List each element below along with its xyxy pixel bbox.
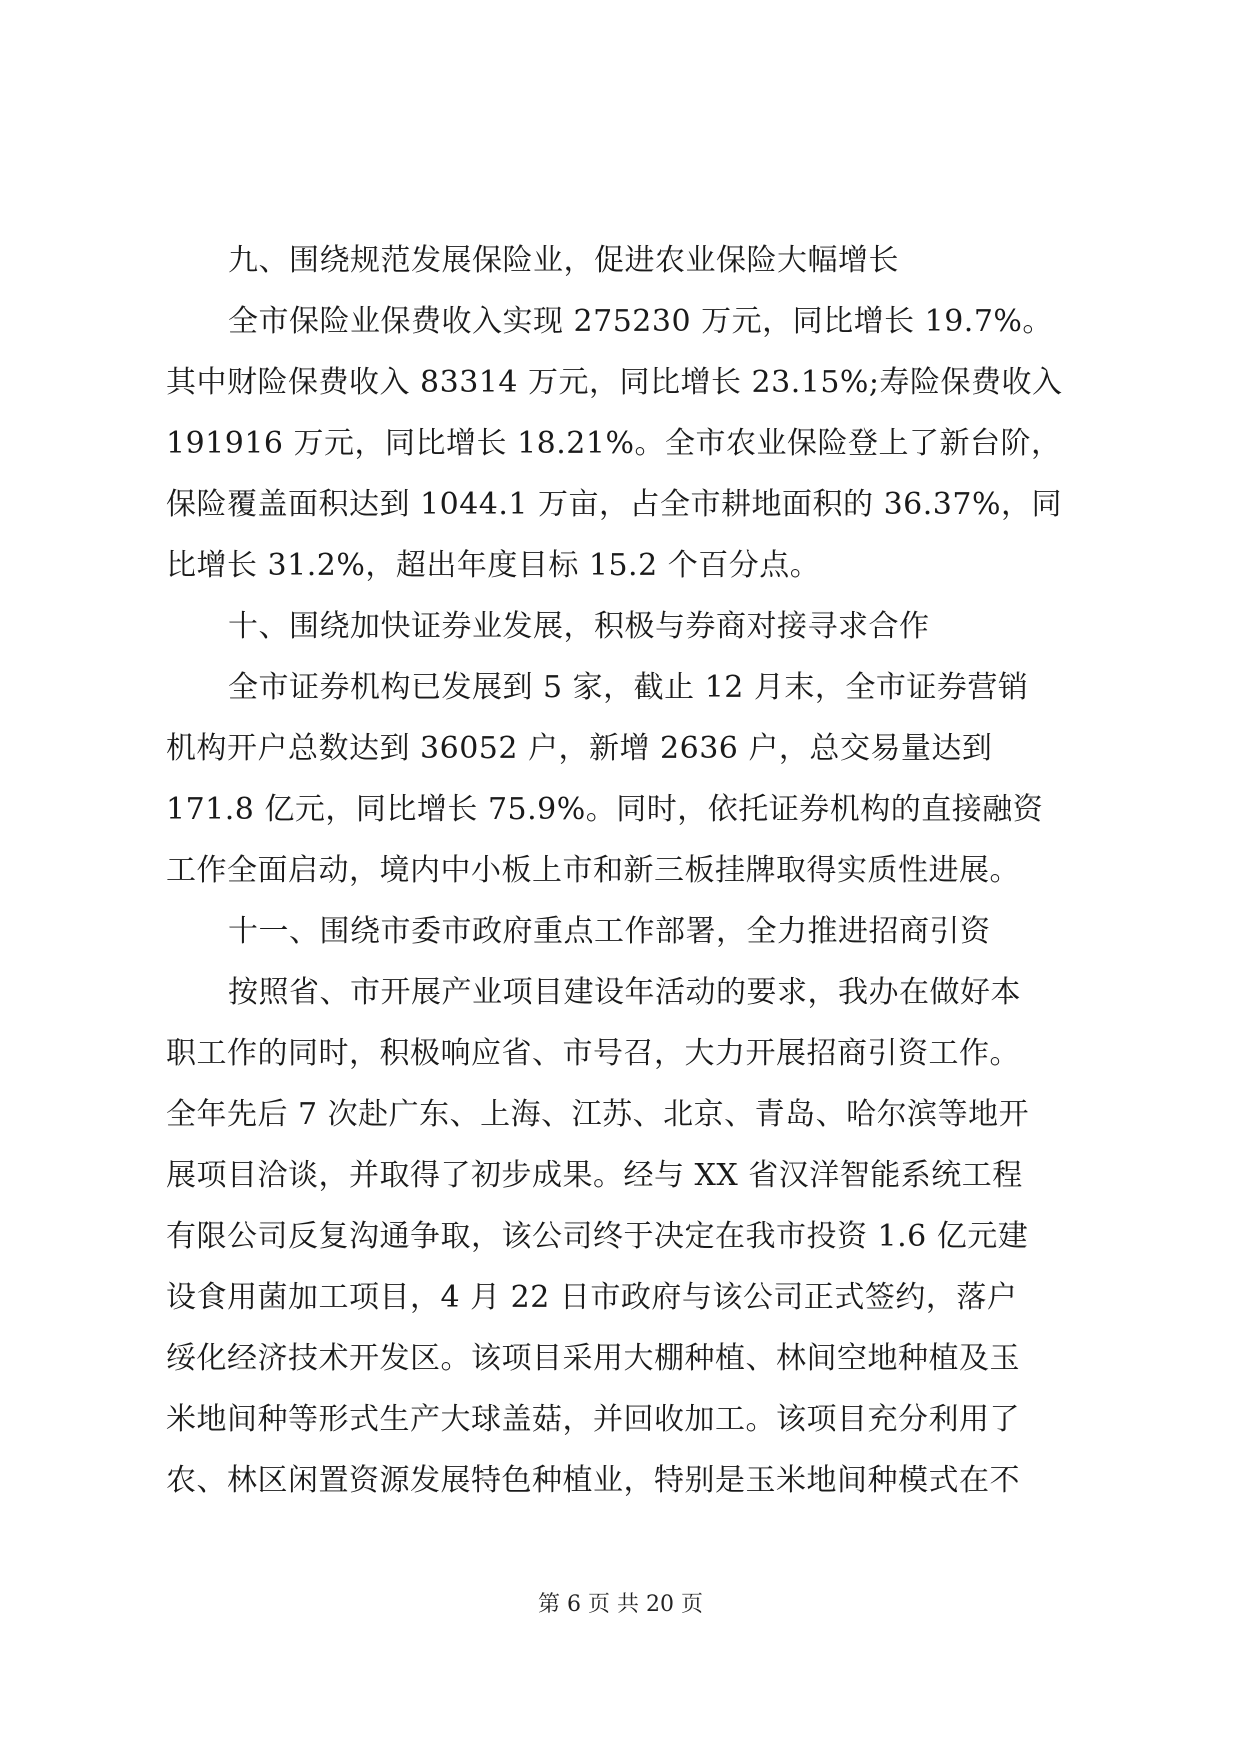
paragraph-line: 有限公司反复沟通争取，该公司终于决定在我市投资 1.6 亿元建 xyxy=(166,1219,1029,1254)
paragraph-line: 设食用菌加工项目，4 月 22 日市政府与该公司正式签约，落户 xyxy=(166,1280,1018,1315)
section-heading-investment: 十一、围绕市委市政府重点工作部署，全力推进招商引资 xyxy=(228,914,991,949)
paragraph-line: 机构开户总数达到 36052 户，新增 2636 户，总交易量达到 xyxy=(166,731,993,766)
paragraph-line: 比增长 31.2%，超出年度目标 15.2 个百分点。 xyxy=(166,548,821,583)
paragraph-line: 全市保险业保费收入实现 275230 万元，同比增长 19.7%。 xyxy=(228,304,1053,339)
paragraph-line: 职工作的同时，积极响应省、市号召，大力开展招商引资工作。 xyxy=(166,1036,1020,1071)
paragraph-line: 171.8 亿元，同比增长 75.9%。同时，依托证券机构的直接融资 xyxy=(166,792,1044,827)
paragraph-line: 按照省、市开展产业项目建设年活动的要求，我办在做好本 xyxy=(228,975,1021,1010)
paragraph-line: 全市证券机构已发展到 5 家，截止 12 月末，全市证券营销 xyxy=(228,670,1029,705)
paragraph-line: 农、林区闲置资源发展特色种植业，特别是玉米地间种模式在不 xyxy=(166,1463,1020,1498)
paragraph-line: 其中财险保费收入 83314 万元，同比增长 23.15%;寿险保费收入 xyxy=(166,365,1063,400)
page-number-footer: 第 6 页 共 20 页 xyxy=(538,1592,703,1617)
paragraph-line: 绥化经济技术开发区。该项目采用大棚种植、林间空地种植及玉 xyxy=(166,1341,1020,1376)
paragraph-line: 展项目洽谈，并取得了初步成果。经与 XX 省汉洋智能系统工程 xyxy=(166,1158,1023,1193)
paragraph-line: 米地间种等形式生产大球盖菇，并回收加工。该项目充分利用了 xyxy=(166,1402,1020,1437)
section-heading-insurance: 九、围绕规范发展保险业，促进农业保险大幅增长 xyxy=(228,243,899,278)
document-body xyxy=(166,230,1078,1511)
section-heading-securities: 十、围绕加快证券业发展，积极与券商对接寻求合作 xyxy=(228,609,930,644)
paragraph-line: 保险覆盖面积达到 1044.1 万亩，占全市耕地面积的 36.37%，同 xyxy=(166,487,1062,522)
paragraph-line: 工作全面启动，境内中小板上市和新三板挂牌取得实质性进展。 xyxy=(166,853,1020,888)
paragraph-line: 191916 万元，同比增长 18.21%。全市农业保险登上了新台阶， xyxy=(166,426,1062,461)
paragraph-line: 全年先后 7 次赴广东、上海、江苏、北京、青岛、哈尔滨等地开 xyxy=(166,1097,1030,1132)
